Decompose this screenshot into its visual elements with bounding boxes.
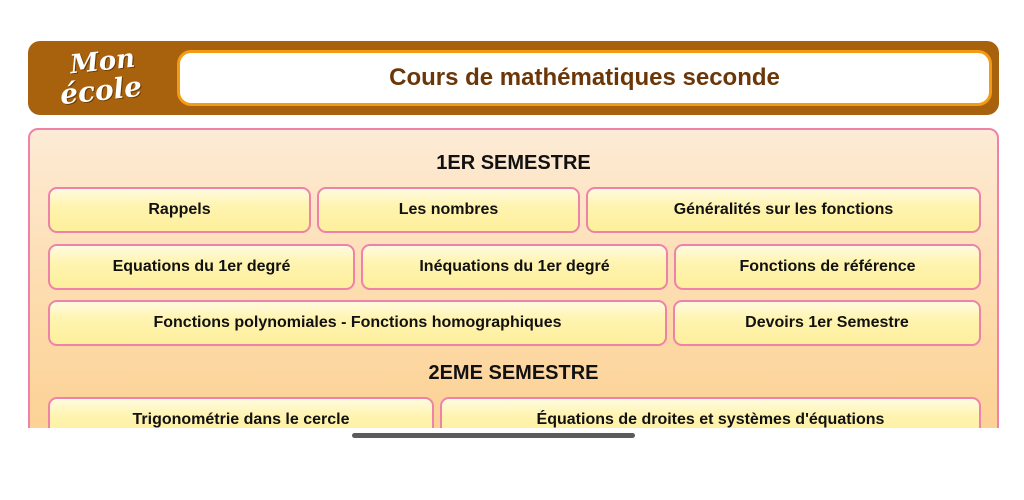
page-title: Cours de mathématiques seconde xyxy=(389,64,780,91)
page-title-box xyxy=(177,50,992,106)
course-button-les-nombres[interactable]: Les nombres xyxy=(317,187,580,233)
course-button-fonctions-reference[interactable]: Fonctions de référence xyxy=(674,244,981,290)
course-button-trigonometrie[interactable]: Trigonométrie dans le cercle xyxy=(48,397,434,428)
course-button-generalites-fonctions[interactable]: Généralités sur les fonctions xyxy=(586,187,981,233)
course-panel xyxy=(28,128,999,428)
header-bar xyxy=(28,41,999,115)
app-logo xyxy=(38,45,178,111)
course-button-equations-droites[interactable]: Équations de droites et systèmes d'équations xyxy=(440,397,981,428)
course-button-devoirs-1er-semestre[interactable]: Devoirs 1er Semestre xyxy=(673,300,981,346)
semester2-title: 2EME SEMESTRE xyxy=(428,362,599,384)
logo-text-line1: Mon xyxy=(68,43,137,81)
course-button-rappels[interactable]: Rappels xyxy=(48,187,311,233)
logo-text-line2: école xyxy=(58,69,144,112)
course-button-fonctions-polynomiales[interactable]: Fonctions polynomiales - Fonctions homographiques xyxy=(48,300,667,346)
course-button-inequations-1er-degre[interactable]: Inéquations du 1er degré xyxy=(361,244,668,290)
home-indicator[interactable] xyxy=(352,433,635,438)
course-button-equations-1er-degre[interactable]: Equations du 1er degré xyxy=(48,244,355,290)
semester1-title: 1ER SEMESTRE xyxy=(436,152,591,174)
